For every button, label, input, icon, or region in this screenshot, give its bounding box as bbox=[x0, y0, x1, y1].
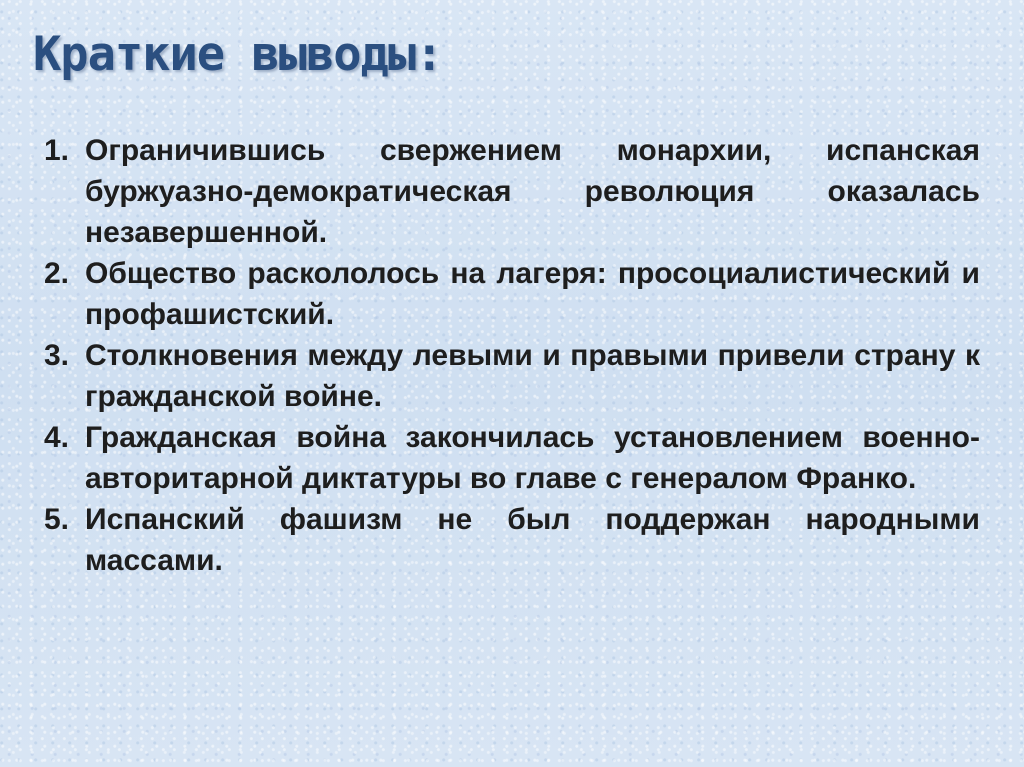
list-item bbox=[44, 417, 980, 499]
list-item-number: 5. bbox=[44, 503, 70, 536]
list-item-text: Общество раскололось на лагеря: просоциалистический и профашистский. bbox=[85, 257, 980, 331]
list-item-text: Испанский фашизм не был поддержан народными массами. bbox=[85, 503, 980, 577]
list-item-number: 3. bbox=[44, 339, 70, 372]
list-item-text: Ограничившись свержением монархии, испанская буржуазно-демократическая революция оказалась незавершенной. bbox=[85, 134, 980, 249]
list-item bbox=[44, 130, 980, 253]
list-item bbox=[44, 335, 980, 417]
list-item bbox=[44, 499, 980, 581]
conclusions-list bbox=[44, 130, 980, 581]
list-item-text: Гражданская война закончилась установлением военно-авторитарной диктатуры во главе с генералом Франко. bbox=[85, 421, 980, 495]
list-item-number: 2. bbox=[44, 257, 70, 290]
list-item-number: 1. bbox=[44, 134, 70, 167]
list-item-text: Столкновения между левыми и правыми привели страну к гражданской войне. bbox=[85, 339, 980, 413]
list-item-number: 4. bbox=[44, 421, 70, 454]
slide-title: Краткие выводы: bbox=[33, 27, 443, 82]
list-item bbox=[44, 253, 980, 335]
